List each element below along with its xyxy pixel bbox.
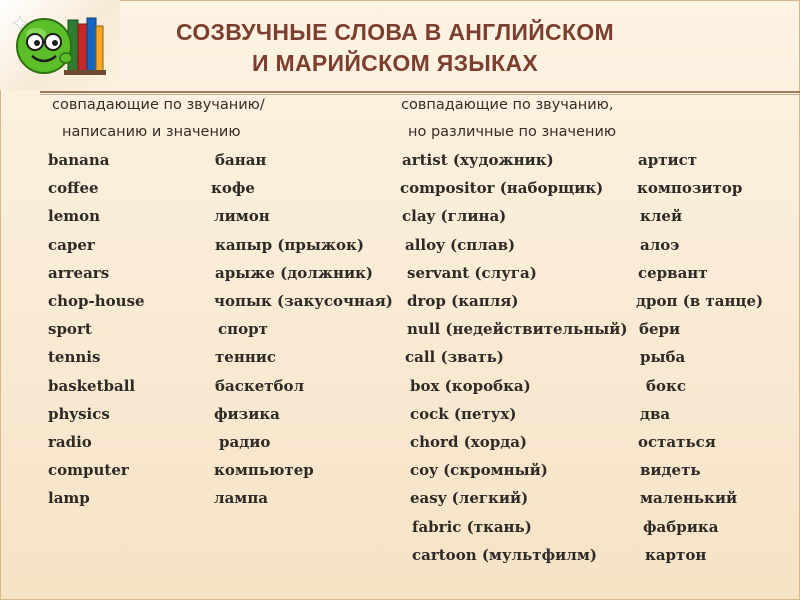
mari-false-friend: два [640,404,671,423]
mari-false-friend: бокс [646,376,686,395]
green-smiley-with-books-icon [10,6,106,84]
header-left-line-2: написанию и значению [62,124,241,140]
mari-word: лампа [214,489,269,508]
mari-word: баскетбол [215,376,305,395]
english-word: radio [48,433,92,451]
english-false-friend: alloy (сплав) [405,235,516,254]
english-word: caper [48,235,95,254]
english-word: lamp [48,489,90,508]
mari-false-friend: фабрика [643,517,719,536]
header-left-line-1: совпадающие по звучанию/ [52,97,265,113]
slide-title [110,17,680,79]
english-false-friend: box (коробка) [410,376,531,395]
mari-false-friend: видеть [640,461,701,480]
english-word: chop-house [48,292,145,310]
english-word: banana [48,151,110,169]
english-false-friend: cock (петух) [410,404,517,423]
mari-false-friend: алоэ [640,235,680,254]
english-word: physics [48,404,110,423]
mari-word: спорт [218,320,268,339]
english-false-friend: coy (скромный) [410,461,548,480]
english-word: tennis [48,348,101,367]
english-word: coffee [48,179,99,198]
english-false-friend: chord (хорда) [410,433,528,451]
english-word: computer [48,461,129,480]
mari-false-friend: клей [640,207,683,226]
mari-word: радио [219,433,271,451]
mari-false-friend: артист [638,151,698,169]
english-word: arrears [48,263,110,282]
title-line-1: СОЗВУЧНЫЕ СЛОВА В АНГЛИЙСКОМ [176,19,614,45]
header-right-line-2: но различные по значению [408,124,617,140]
mari-word: чопык (закусочная) [214,292,393,310]
mari-word: банан [215,151,267,169]
english-false-friend: clay (глина) [402,207,507,226]
mari-word: кофе [211,179,255,198]
mari-false-friend: сервант [638,263,708,282]
english-false-friend: artist (художник) [402,151,554,169]
mari-word: лимон [214,207,270,226]
english-false-friend: compositor (наборщик) [400,179,604,198]
title-divider-thin [40,94,800,95]
mari-word: капыр (прыжок) [215,235,364,254]
header-right-line-1: совпадающие по звучанию, [401,97,614,113]
english-word: lemon [48,207,101,226]
mari-false-friend: композитор [637,179,743,198]
english-false-friend: fabric (ткань) [412,517,532,536]
mari-false-friend: маленький [640,489,738,508]
english-false-friend: drop (капля) [407,292,519,310]
english-word: basketball [48,376,136,395]
english-false-friend: servant (слуга) [407,263,537,282]
mari-word: теннис [215,348,277,367]
english-false-friend: null (недействительный) [407,320,628,339]
mari-word: компьютер [214,461,314,480]
english-false-friend: call (звать) [405,348,504,367]
mari-false-friend: бери [639,320,681,339]
english-word: sport [48,320,92,339]
mari-word: физика [214,404,280,423]
english-false-friend: easy (легкий) [410,489,529,508]
mari-word: арыже (должник) [215,263,374,282]
mari-false-friend: рыба [640,348,686,367]
english-false-friend: cartoon (мультфилм) [412,545,597,564]
mari-false-friend: дроп (в танце) [636,292,764,310]
mari-false-friend: остаться [638,433,716,451]
title-line-2: И МАРИЙСКОМ ЯЗЫКАХ [251,50,539,76]
mari-false-friend: картон [645,545,707,564]
title-divider [40,91,800,93]
